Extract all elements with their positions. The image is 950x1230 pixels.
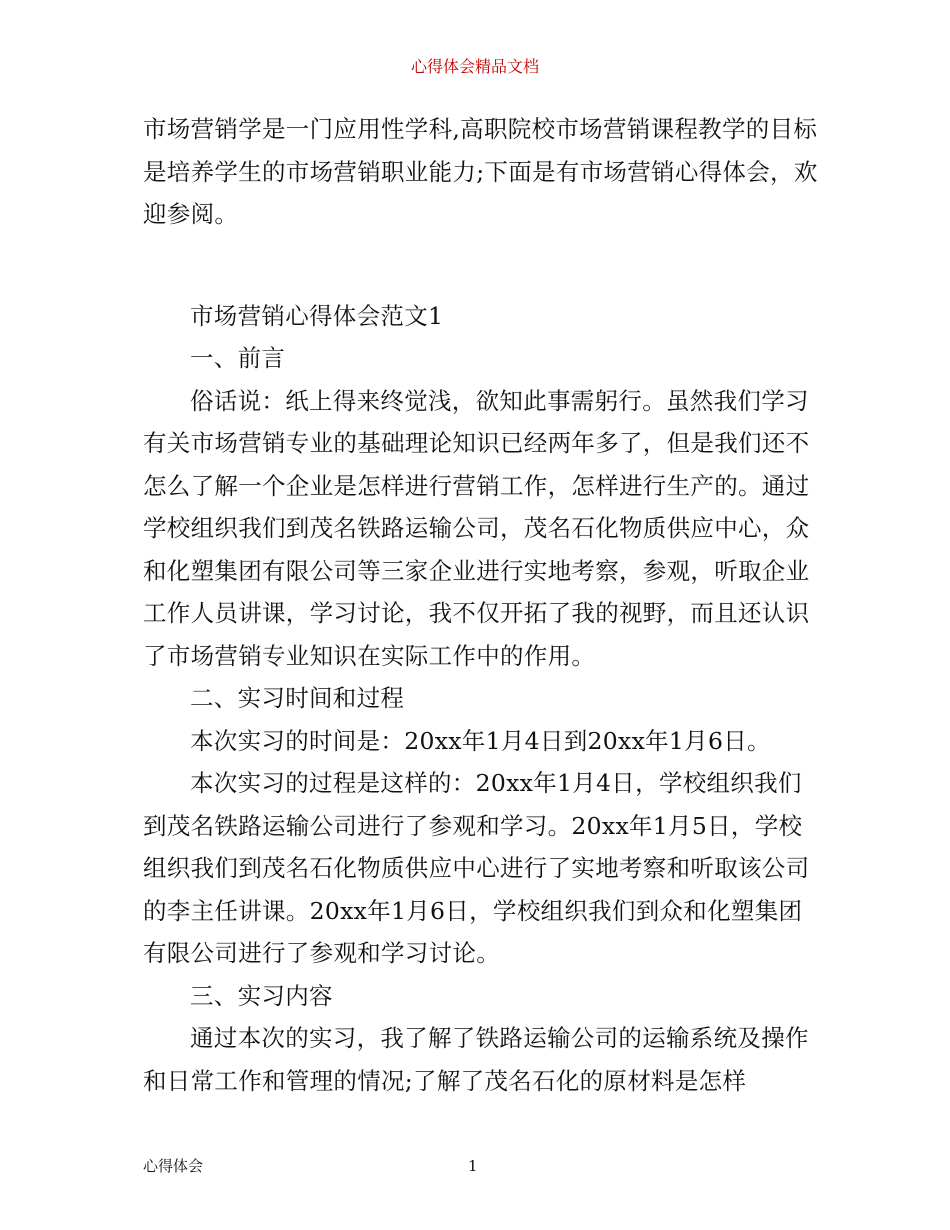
preface-paragraph: 俗话说：纸上得来终觉浅，欲知此事需躬行。虽然我们学习有关市场营销专业的基础理论知识已经两年多了，但是我们还不怎么了解一个企业是怎样进行营销工作，怎样进行生产的。通过学校组织我们到茂名铁路运输公司，茂名石化物质供应中心，众和化塑集团有限公司等三家企业进行实地考察，参观，听取企业工作人员讲课，学习讨论，我不仅开拓了我的视野，而且还认识了市场营销专业知识在实际工作中的作用。 [143, 386, 810, 670]
page-header-title: 心得体会精品文档 [410, 57, 539, 76]
essay-title: 市场营销心得体会范文1 [190, 301, 444, 330]
section-heading-content: 三、实习内容 [190, 981, 333, 1010]
page-number: 1 [468, 1157, 478, 1175]
section-heading-time-process: 二、实习时间和过程 [190, 684, 405, 712]
document-body [143, 108, 818, 1102]
internship-content-paragraph: 通过本次的实习，我了解了铁路运输公司的运输系统及操作和日常工作和管理的情况;了解了茂名石化的原材料是怎样 [143, 1024, 809, 1095]
section-heading-preface: 一、前言 [190, 344, 286, 372]
intro-paragraph: 市场营销学是一门应用性学科,高职院校市场营销课程教学的目标是培养学生的市场营销职业能力;下面是有市场营销心得体会，欢迎参阅。 [143, 115, 818, 228]
internship-process-paragraph: 本次实习的过程是这样的：20xx年1月4日，学校组织我们到茂名铁路运输公司进行了参观和学习。20xx年1月5日，学校组织我们到茂名石化物质供应中心进行了实地考察和听取该公司的李主任讲课。20xx年1月6日，学校组织我们到众和化塑集团有限公司进行了参观和学习讨论。 [143, 769, 810, 967]
footer-label: 心得体会 [143, 1157, 204, 1175]
internship-time-paragraph: 本次实习的时间是：20xx年1月4日到20xx年1月6日。 [190, 726, 771, 755]
